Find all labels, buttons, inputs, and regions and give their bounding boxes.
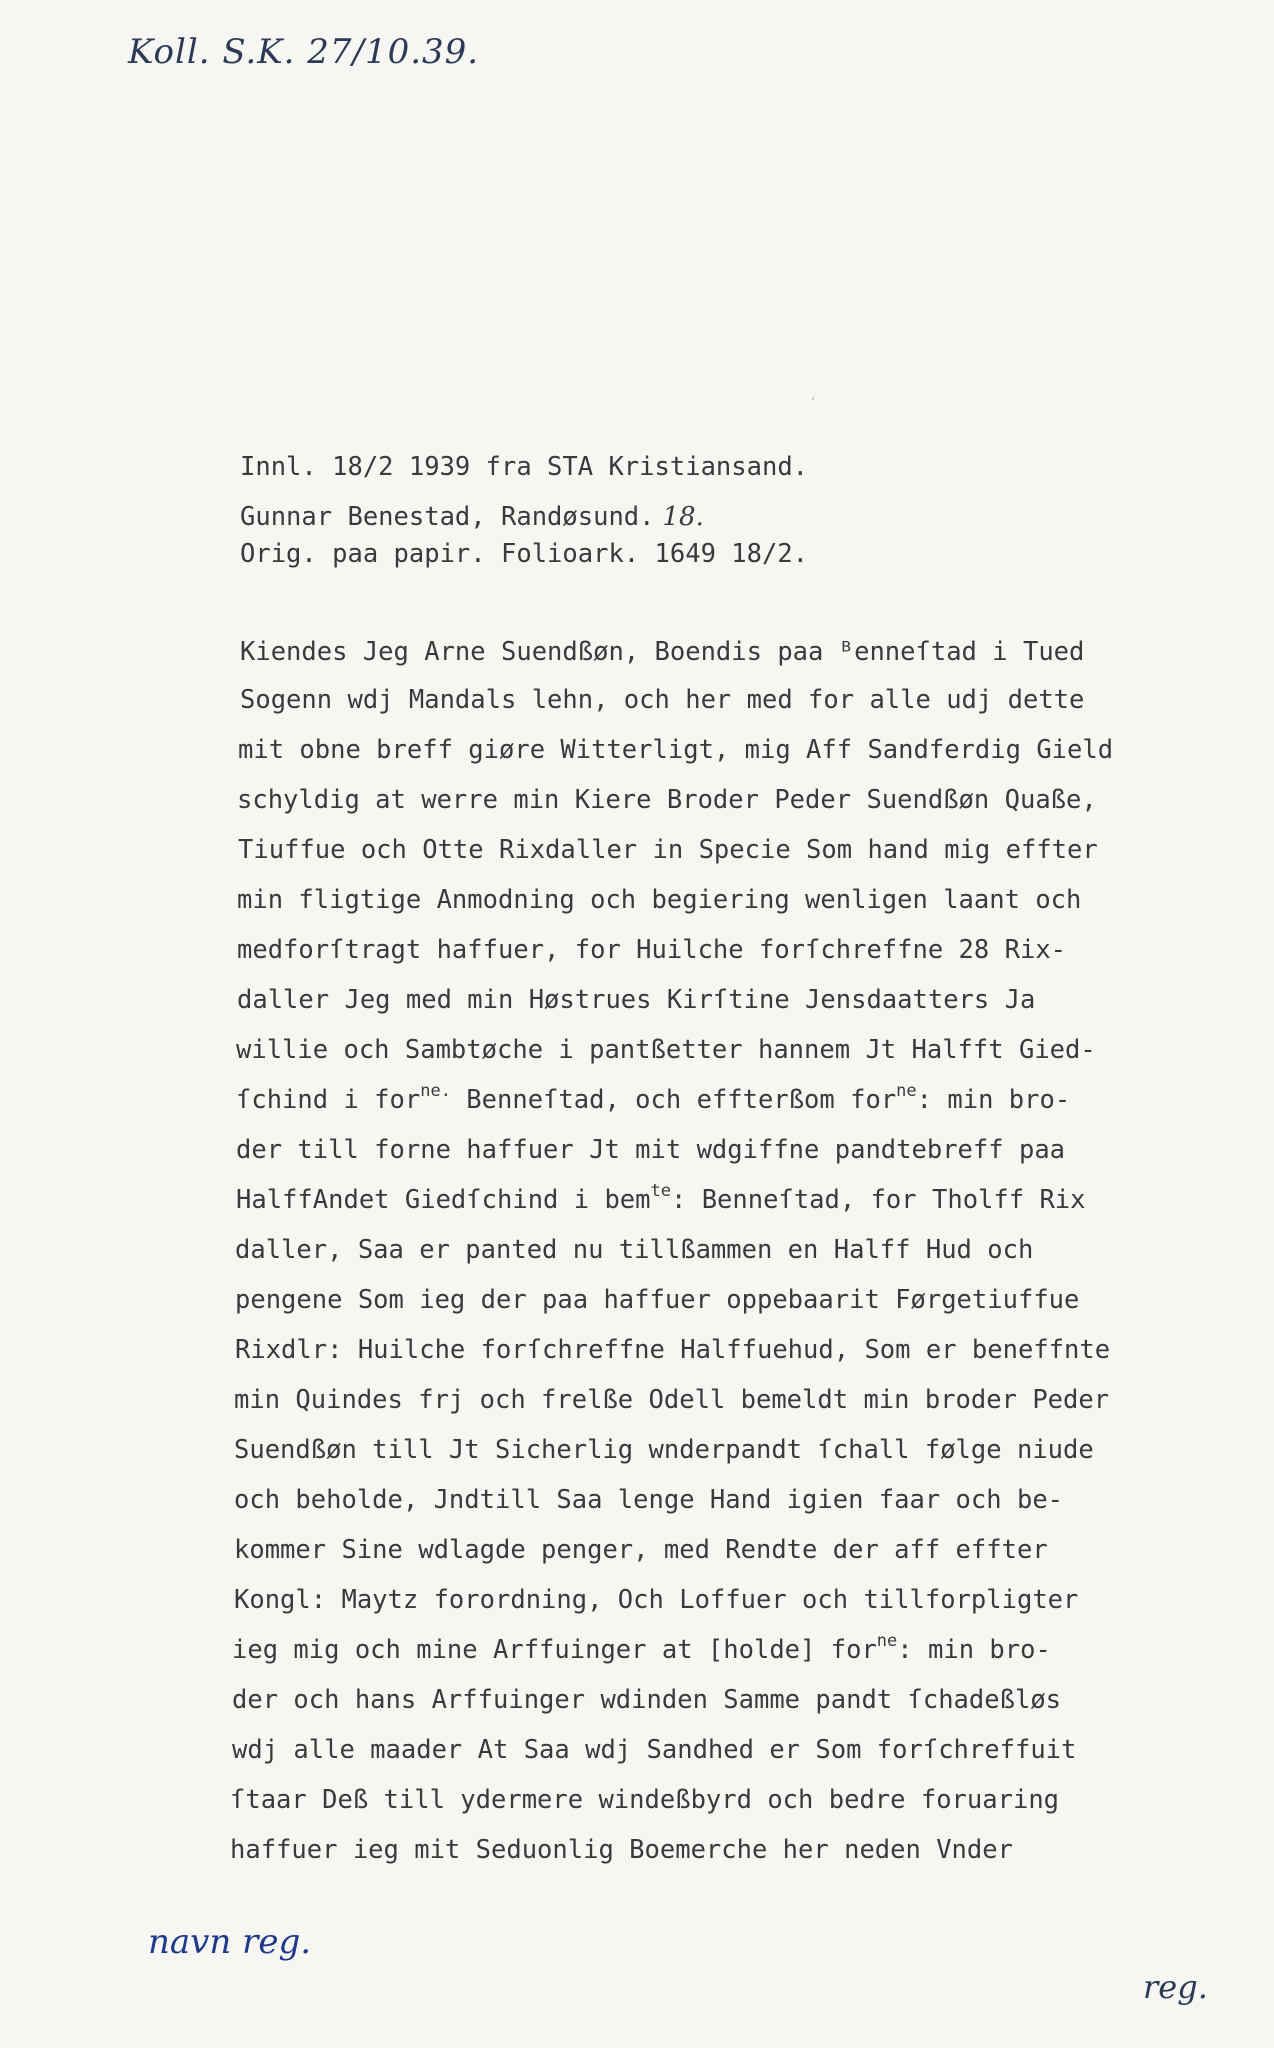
body-line: Sogenn wdj Mandals lehn, och her med for alle udj dette [240,685,1085,715]
body-line: Suendßøn till Jt Sicherlig wnderpandt ſchall følge niude [234,1435,1094,1465]
body-line: och beholde, Jndtill Saa lenge Hand igien faar och be- [234,1485,1064,1515]
header-line-2-handwritten-number: 18. [662,502,704,532]
body-line: Kongl: Maytz forordning, Och Loffuer och tillforpligter [234,1585,1079,1615]
body-line-part: : min bro- [916,1085,1071,1115]
body-line [236,1081,1071,1115]
body-line: min fligtige Anmodning och begiering wenligen laant och [237,885,1082,915]
body-line: willie och Sambtøche i pantßetter hannem Jt Halfft Gied- [236,1035,1096,1065]
body-line: daller Jeg med min Høstrues Kirſtine Jensdaatters Ja [237,985,1036,1015]
body-line: wdj alle maader At Saa wdj Sandhed er Som forſchreffuit [232,1735,1077,1765]
superscript-abbreviation: ne [876,1631,898,1651]
register-annotation-short: reg. [1143,1968,1208,2006]
header-line-2 [240,504,704,531]
body-line: kommer Sine wdlagde penger, med Rendte der aff effter [234,1535,1048,1565]
body-line-part: Benneſtad, och effterßom for [450,1085,897,1115]
superscript-abbreviation: ne. [420,1081,451,1101]
body-line [232,1631,1051,1665]
body-line-part: HalffAndet Giedſchind i bem [236,1185,651,1215]
header-line-3: Orig. paa papir. Folioark. 1649 18/2. [240,539,809,569]
body-line-part: ieg mig och mine Arffuinger at [holde] for [232,1635,877,1665]
body-line: mit obne breff giøre Witterligt, mig Aff Sandferdig Gield [238,735,1114,765]
body-line: medforſtragt haffuer, for Huilche forſchreffne 28 Rix- [237,935,1067,965]
body-line: der till forne haffuer Jt mit wdgiffne pandtebreff paa [236,1135,1066,1165]
body-line [236,1181,1086,1215]
header-line-2-text: Gunnar Benestad, Randøsund. [240,502,655,532]
body-line: schyldig at werre min Kiere Broder Peder Suendßøn Quaße, [237,785,1097,815]
header-line-1: Innl. 18/2 1939 fra STA Kristiansand. [240,452,809,482]
body-line: Rixdlr: Huilche forſchreffne Halffuehud, Som er beneffnte [235,1335,1111,1365]
body-line-part: : min bro- [897,1635,1051,1665]
superscript-abbreviation: ne [896,1081,917,1101]
paper-speck [812,397,814,400]
body-line: min Quindes frj och frelße Odell bemeldt min broder Peder [234,1385,1110,1415]
body-line-part: ſchind i for [236,1085,421,1115]
body-line: ſtaar Deß till ydermere windeßbyrd och bedre foruaring [230,1785,1060,1815]
body-line: der och hans Arffuinger wdinden Samme pandt ſchadeßløs [232,1685,1062,1715]
body-line: daller, Saa er panted nu tillßammen en Halff Hud och [235,1235,1034,1265]
body-line: haffuer ieg mit Seduonlig Boemerche her neden Vnder [230,1835,1013,1865]
register-annotation: navn reg. [148,1922,312,1962]
body-line-part: : Benneſtad, for Tholff Rix [671,1185,1086,1215]
superscript-abbreviation: te [650,1181,671,1201]
body-line: Kiendes Jeg Arne Suendßøn, Boendis paa ᴮenneſtad i Tued [240,637,1085,667]
archive-annotation-top: Koll. S.K. 27/10.39. [128,32,480,72]
body-line: Tiuffue och Otte Rixdaller in Specie Som hand mig effter [238,835,1098,865]
body-line: pengene Som ieg der paa haffuer oppebaarit Førgetiuffue [235,1285,1080,1315]
